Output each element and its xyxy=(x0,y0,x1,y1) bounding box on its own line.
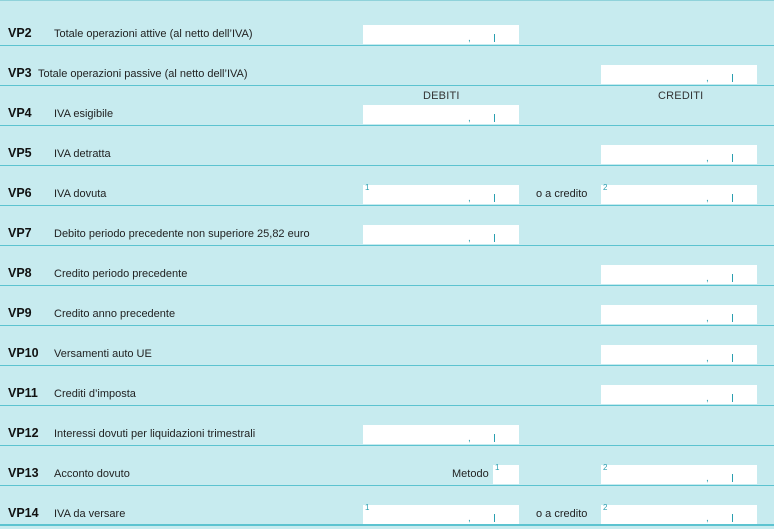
crediti-column-header: CREDITI xyxy=(658,90,704,102)
decimal-comma: , xyxy=(706,473,709,484)
vp13-amount-field[interactable] xyxy=(601,465,757,484)
or-credit-label: o a credito xyxy=(536,188,588,200)
row-code: VP10 xyxy=(8,346,39,360)
row-vp8 xyxy=(0,246,774,286)
row-label: Interessi dovuti per liquidazioni trimestrali xyxy=(54,428,256,440)
row-vp9 xyxy=(0,286,774,326)
cents-tick xyxy=(732,74,733,82)
debiti-column-header: DEBITI xyxy=(423,90,460,102)
decimal-comma: , xyxy=(468,233,471,244)
cents-tick xyxy=(732,514,733,522)
row-code: VP13 xyxy=(8,466,39,480)
row-vp14 xyxy=(0,486,774,526)
row-code: VP7 xyxy=(8,226,32,240)
decimal-comma: , xyxy=(706,153,709,164)
row-vp12 xyxy=(0,406,774,446)
cents-tick xyxy=(732,354,733,362)
row-code: VP9 xyxy=(8,306,32,320)
vp9-credit-field[interactable] xyxy=(601,305,757,324)
row-code: VP3 xyxy=(8,66,32,80)
row-code: VP2 xyxy=(8,26,32,40)
cents-tick xyxy=(494,434,495,442)
decimal-comma: , xyxy=(706,513,709,524)
cents-tick xyxy=(494,234,495,242)
row-divider xyxy=(0,524,774,526)
vp14-debit-field[interactable] xyxy=(363,505,519,524)
row-vp11 xyxy=(0,366,774,406)
decimal-comma: , xyxy=(706,353,709,364)
decimal-comma: , xyxy=(706,393,709,404)
decimal-comma: , xyxy=(468,113,471,124)
row-label: Credito anno precedente xyxy=(54,308,176,320)
vp14-credit-field[interactable] xyxy=(601,505,757,524)
row-code: VP6 xyxy=(8,186,32,200)
vp7-debit-field[interactable] xyxy=(363,225,519,244)
vp13-method-field[interactable] xyxy=(493,465,519,484)
row-label: IVA da versare xyxy=(54,508,126,520)
cents-tick xyxy=(494,114,495,122)
vp6-credit-field[interactable] xyxy=(601,185,757,204)
decimal-comma: , xyxy=(468,433,471,444)
decimal-comma: , xyxy=(706,273,709,284)
row-code: VP11 xyxy=(8,386,38,400)
vp5-credit-field[interactable] xyxy=(601,145,757,164)
row-code: VP8 xyxy=(8,266,32,280)
row-vp6 xyxy=(0,166,774,206)
row-code: VP14 xyxy=(8,506,39,520)
row-label: IVA detratta xyxy=(54,148,111,160)
row-label: Totale operazioni attive (al netto dell’IVA) xyxy=(54,28,253,40)
cents-tick xyxy=(494,514,495,522)
row-vp2 xyxy=(0,6,774,46)
vp12-debit-field[interactable] xyxy=(363,425,519,444)
row-label: Totale operazioni passive (al netto dell’IVA) xyxy=(38,68,248,80)
or-credit-label: o a credito xyxy=(536,508,588,520)
row-label: Debito periodo precedente non superiore 25,82 euro xyxy=(54,228,310,240)
field-number: 2 xyxy=(603,503,608,512)
row-label: Versamenti auto UE xyxy=(54,348,152,360)
cents-tick xyxy=(732,154,733,162)
decimal-comma: , xyxy=(706,73,709,84)
decimal-comma: , xyxy=(468,193,471,204)
row-vp10 xyxy=(0,326,774,366)
field-number: 1 xyxy=(365,503,370,512)
cents-tick xyxy=(732,474,733,482)
vp3-credit-field[interactable] xyxy=(601,65,757,84)
field-number: 1 xyxy=(495,463,500,472)
vp10-credit-field[interactable] xyxy=(601,345,757,364)
row-vp7 xyxy=(0,206,774,246)
field-number: 2 xyxy=(603,463,608,472)
row-label: IVA dovuta xyxy=(54,188,107,200)
row-label: IVA esigibile xyxy=(54,108,114,120)
row-label: Crediti d’imposta xyxy=(54,388,136,400)
row-vp13 xyxy=(0,446,774,486)
row-code: VP12 xyxy=(8,426,39,440)
vp2-debit-field[interactable] xyxy=(363,25,519,44)
row-label: Credito periodo precedente xyxy=(54,268,188,280)
field-number: 2 xyxy=(603,183,608,192)
method-label: Metodo xyxy=(452,468,489,480)
decimal-comma: , xyxy=(468,33,471,44)
vp11-credit-field[interactable] xyxy=(601,385,757,404)
decimal-comma: , xyxy=(706,193,709,204)
row-label: Acconto dovuto xyxy=(54,468,130,480)
row-vp3 xyxy=(0,46,774,86)
cents-tick xyxy=(494,34,495,42)
row-code: VP4 xyxy=(8,106,32,120)
field-number: 1 xyxy=(365,183,370,192)
vp6-debit-field[interactable] xyxy=(363,185,519,204)
cents-tick xyxy=(494,194,495,202)
decimal-comma: , xyxy=(706,313,709,324)
cents-tick xyxy=(732,274,733,282)
decimal-comma: , xyxy=(468,513,471,524)
row-vp4 xyxy=(0,86,774,126)
row-code: VP5 xyxy=(8,146,32,160)
cents-tick xyxy=(732,194,733,202)
vp4-debit-field[interactable] xyxy=(363,105,519,124)
cents-tick xyxy=(732,394,733,402)
vp8-credit-field[interactable] xyxy=(601,265,757,284)
row-vp5 xyxy=(0,126,774,166)
cents-tick xyxy=(732,314,733,322)
